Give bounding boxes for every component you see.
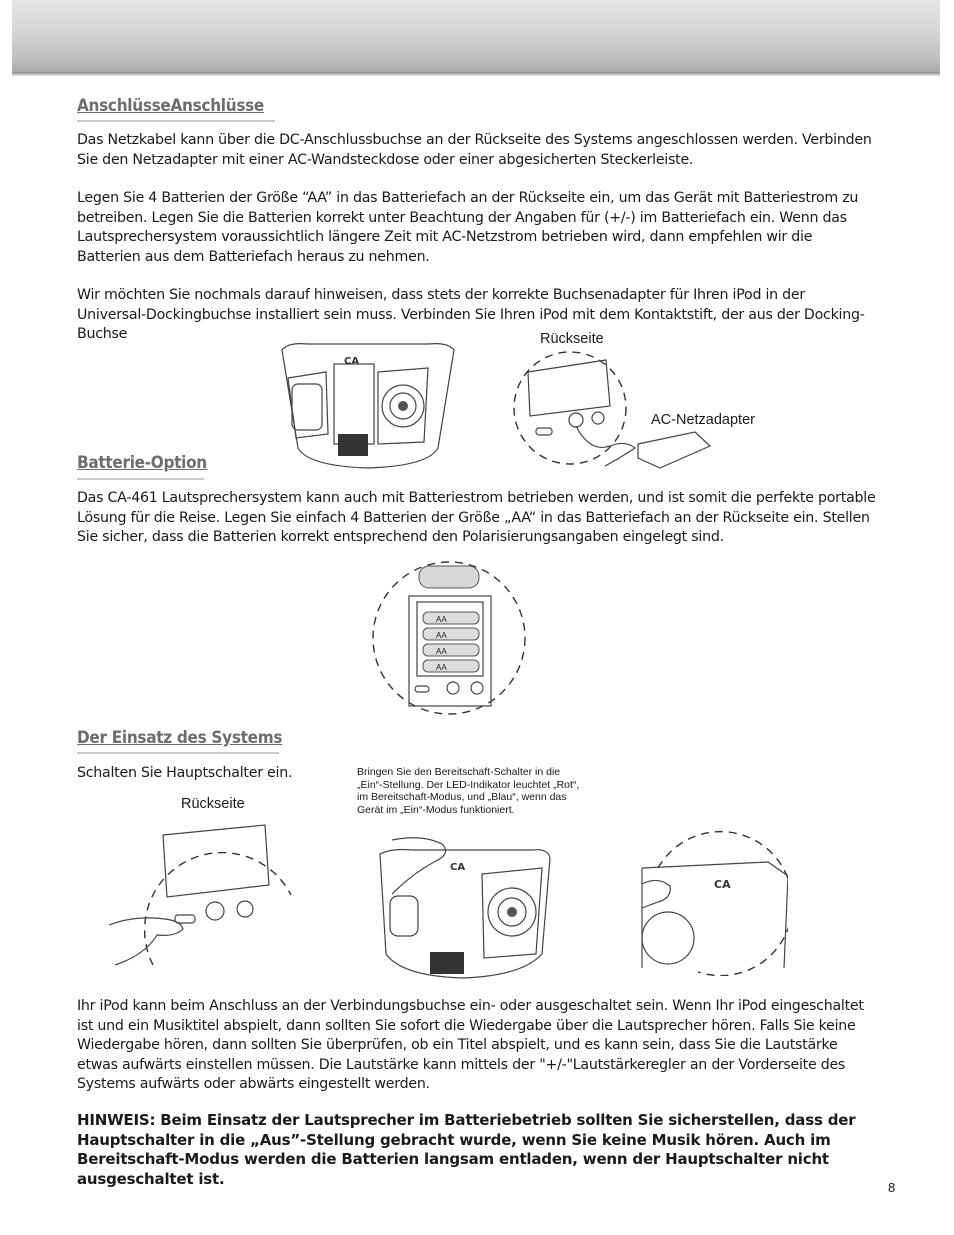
connections-paragraph-2: Legen Sie 4 Batterien der Größe “AA” in das Batteriefach an der Rückseite ein, um das Gerät mit Batteriestrom zu betreiben. Legen Sie die Batterien korrekt unter Beachtung der Angaben für (+/-) im Batteriefach ein. Wenn das Lautsprechersystem voraussichtlich längere Zeit mit AC-Netzstrom betrieben wird, dann empfehlen wir die Batterien aus dem Batteriefach heraus zu nehmen. xyxy=(77,190,859,265)
battery-label: AA xyxy=(436,615,447,624)
front-top-button-illustration xyxy=(372,834,552,984)
standby-note: Bringen Sie den Bereitschaft-Schalter in die „Ein“-Stellung. Der LED-Indikator leuchtet „Rot“, im Bereitschaft-Modus, und „Blau“, wenn das Gerät im „Ein“-Modus funktioniert. xyxy=(357,766,580,816)
svg-text:CA: CA xyxy=(714,878,731,891)
usage-rear-label: Rückseite xyxy=(181,796,245,812)
usage-paragraph: Ihr iPod kann beim Anschluss an der Verbindungsbuchse ein- oder ausgeschaltet sein. Wenn Ihr iPod eingeschaltet ist und ein Musiktitel abspielt, dann sollten Sie sofort die Wiedergabe über die Lautsprecher hören. Falls Sie keine Wiedergabe hören, dann sollten Sie überprüfen, ob ein Titel abspielt, und es kann sein, dass Sie die Lautstärke etwas aufwärts einstellen müssen. Die Lautstärke kann mittels der "+/-"Lautstärkeregler an der Vorderseite des Systems aufwärts oder abwärts eingestellt werden. xyxy=(77,998,864,1092)
connections-paragraph-1: Das Netzkabel kann über die DC-Anschlussbuchse an der Rückseite des Systems angeschlossen werden. Verbinden Sie den Netzadapter mit einer AC-Wandsteckdose oder einer abgesicherten Steckerleiste. xyxy=(77,132,872,168)
side-button-illustration xyxy=(638,828,788,976)
speaker-front-illustration xyxy=(278,338,458,476)
battery-label: AA xyxy=(436,631,447,640)
connections-heading: AnschlüsseAnschlüsse xyxy=(77,96,265,116)
svg-text:CA: CA xyxy=(450,862,466,873)
connections-heading-rule xyxy=(77,120,275,122)
battery-label: AA xyxy=(436,647,447,656)
warning-note: HINWEIS: Beim Einsatz der Lautsprecher im Batteriebetrieb sollten Sie sicherstellen, dass der Hauptschalter in die „Aus”-Stellung gebracht wurde, wenn Sie keine Musik hören. Auch im Bereitschaft-Modus werden die Batterien langsam entladen, wenn der Hauptschalter nicht ausgeschaltet ist. xyxy=(77,1111,856,1188)
battery-labels xyxy=(436,612,447,676)
battery-heading-rule xyxy=(77,478,204,480)
rear-switch-illustration xyxy=(105,815,305,975)
connections-paragraph-3: Wir möchten Sie nochmals darauf hinweisen, dass stets der korrekte Buchsenadapter für Ihren iPod in der Universal-Dockingbuchse installiert sein muss. Verbinden Sie Ihren iPod mit dem Kontaktstift, der aus der Docking-Buchse xyxy=(77,287,865,342)
battery-paragraph: Das CA-461 Lautsprechersystem kann auch mit Batteriestrom betrieben werden, und ist somit die perfekte portable Lösung für die Reise. Legen Sie einfach 4 Batterien der Größe „AA“ in das Batteriefach an der Rückseite ein. Stellen Sie sicher, dass die Batterien korrekt entsprechend den Polarisierungsangaben eingelegt sind. xyxy=(77,490,876,545)
page-header-bar xyxy=(12,0,940,72)
battery-heading: Batterie-Option xyxy=(77,453,207,473)
page-header-shadow xyxy=(12,72,940,76)
battery-compartment-illustration xyxy=(367,558,531,718)
battery-label: AA xyxy=(436,663,447,672)
svg-text:CA: CA xyxy=(344,356,360,367)
rear-label: Rückseite xyxy=(540,331,604,347)
ac-adapter-label: AC-Netzadapter xyxy=(651,412,755,428)
usage-step-1: Schalten Sie Hauptschalter ein. xyxy=(77,765,293,781)
page-number: 8 xyxy=(888,1180,896,1195)
usage-heading-rule xyxy=(77,752,279,754)
usage-heading: Der Einsatz des Systems xyxy=(77,728,283,748)
